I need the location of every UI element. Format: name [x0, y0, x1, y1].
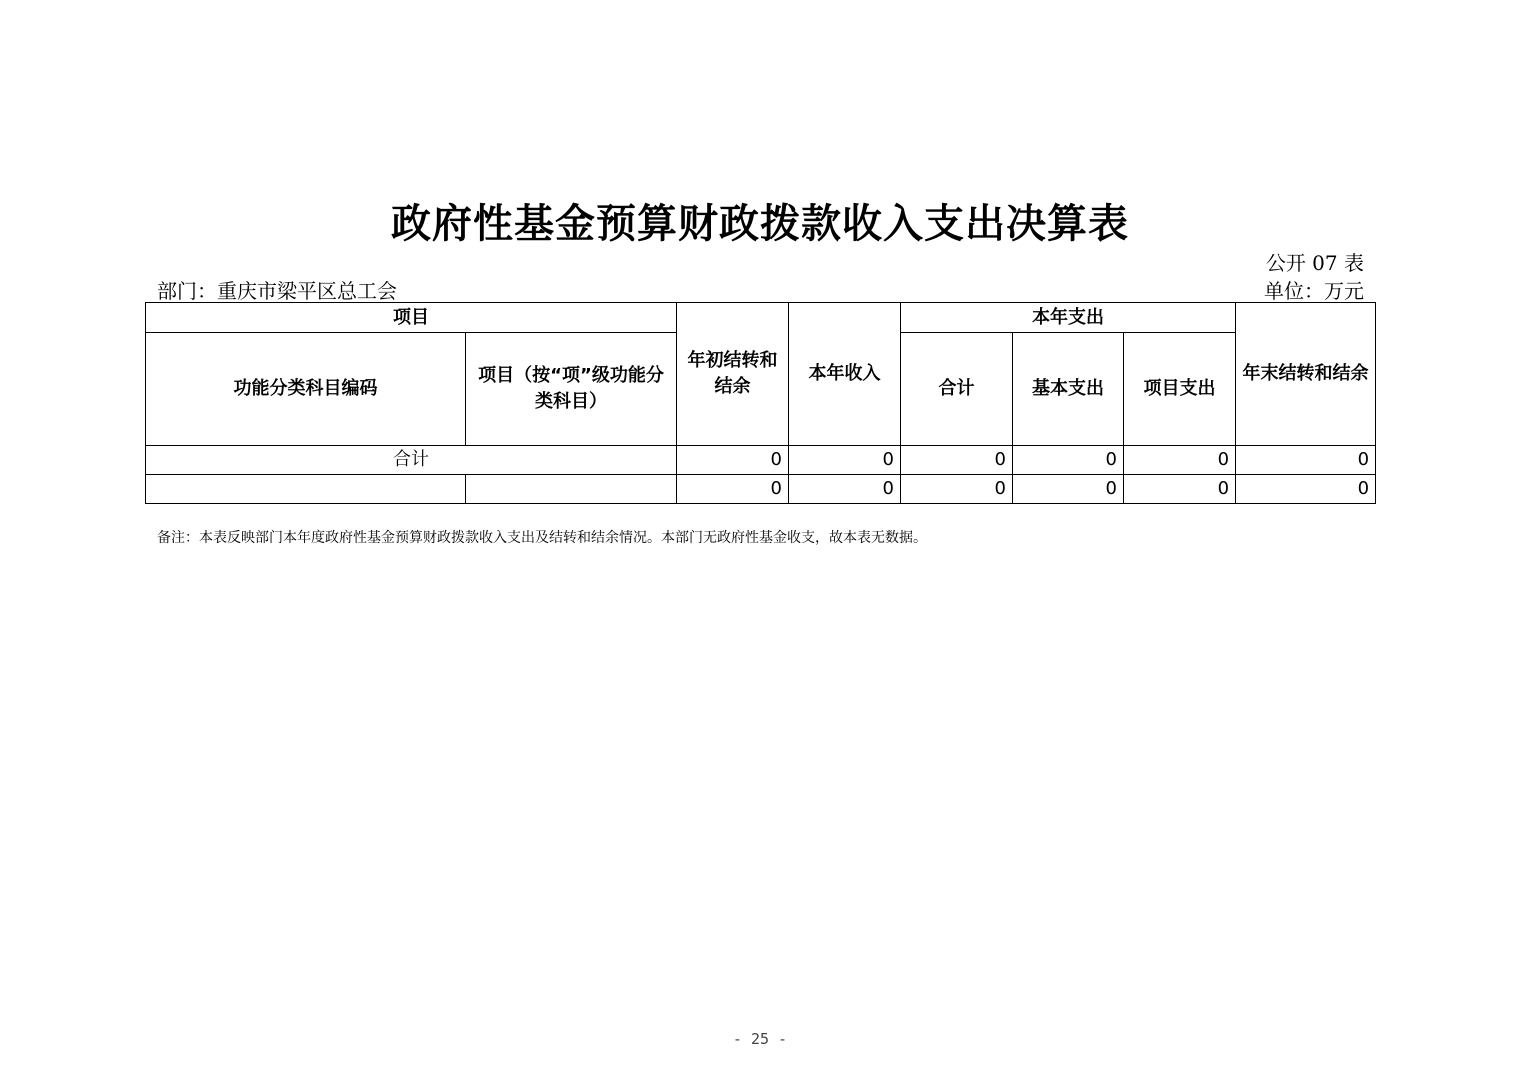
header-expense-total: 合计 [901, 333, 1013, 446]
total-expense-total: 0 [901, 446, 1013, 475]
header-expense-project: 项目支出 [1124, 333, 1236, 446]
footnote: 备注：本表反映部门本年度政府性基金预算财政拨款收入支出及结转和结余情况。本部门无政府性基金收支，故本表无数据。 [157, 530, 927, 546]
row-expense-project: 0 [1124, 475, 1236, 504]
total-expense-project: 0 [1124, 446, 1236, 475]
header-expense-basic: 基本支出 [1013, 333, 1124, 446]
row-expense-basic: 0 [1013, 475, 1124, 504]
header-begin-balance: 年初结转和结余 [677, 303, 789, 446]
row-code [146, 475, 466, 504]
total-begin-balance: 0 [677, 446, 789, 475]
table-row [146, 475, 1376, 504]
form-number: 公开 07 表 [1265, 251, 1364, 275]
row-name [466, 475, 677, 504]
row-end-balance: 0 [1236, 475, 1376, 504]
row-begin-balance: 0 [677, 475, 789, 504]
total-row [146, 446, 1376, 475]
total-expense-basic: 0 [1013, 446, 1124, 475]
page-number: - 25 - [732, 1030, 788, 1048]
budget-table [145, 302, 1376, 504]
header-income: 本年收入 [789, 303, 901, 446]
unit-label: 单位：万元 [1264, 279, 1364, 303]
header-code: 功能分类科目编码 [146, 333, 466, 446]
header-end-balance: 年末结转和结余 [1236, 303, 1376, 446]
row-income: 0 [789, 475, 901, 504]
row-expense-total: 0 [901, 475, 1013, 504]
department-label: 部门：重庆市梁平区总工会 [157, 279, 397, 303]
page-title: 政府性基金预算财政拨款收入支出决算表 [391, 201, 1129, 247]
header-item: 项目 [146, 303, 677, 333]
total-label: 合计 [146, 446, 677, 475]
total-end-balance: 0 [1236, 446, 1376, 475]
total-income: 0 [789, 446, 901, 475]
header-name: 项目（按“项”级功能分类科目） [466, 333, 677, 446]
header-expense: 本年支出 [901, 303, 1236, 333]
